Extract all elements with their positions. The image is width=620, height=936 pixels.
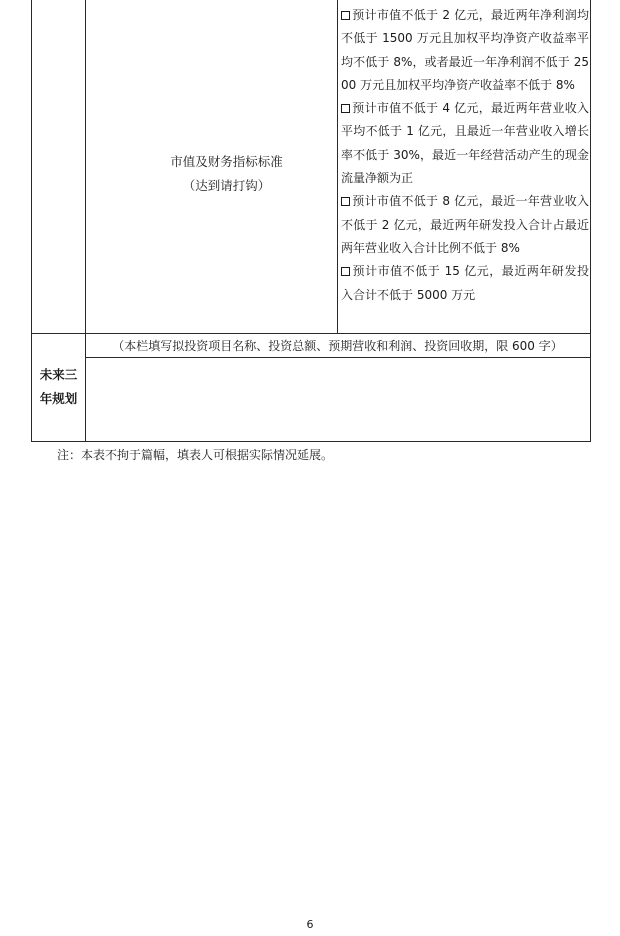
criteria-options xyxy=(341,4,589,307)
column-divider-left xyxy=(85,0,86,441)
criteria-option-3 xyxy=(341,190,589,260)
section-divider xyxy=(32,333,590,334)
criteria-option-2 xyxy=(341,97,589,190)
criteria-label xyxy=(85,150,368,198)
criteria-option-3-text: 预计市值不低于 8 亿元，最近一年营业收入不低于 2 亿元，最近两年研发投入合计占最近两年营业收入合计比例不低于 8% xyxy=(341,194,589,255)
checkbox-icon[interactable] xyxy=(341,197,350,206)
criteria-option-4-text: 预计市值不低于 15 亿元，最近两年研发投入合计不低于 5000 万元 xyxy=(341,264,589,302)
form-table xyxy=(31,0,591,442)
checkbox-icon[interactable] xyxy=(341,267,350,276)
criteria-option-4 xyxy=(341,260,589,307)
criteria-option-1-text: 预计市值不低于 2 亿元，最近两年净利润均不低于 1500 万元且加权平均净资产收益率平均不低于 8%，或者最近一年净利润不低于 2500 万元且加权平均净资产收益率不低于 8% xyxy=(341,8,589,92)
future-plan-label xyxy=(32,363,85,411)
page-number: 6 xyxy=(306,918,314,931)
future-plan-hint: （本栏填写拟投资项目名称、投资总额、预期营收和利润、投资回收期，限 600 字） xyxy=(112,339,563,353)
checkbox-icon[interactable] xyxy=(341,11,350,20)
criteria-option-1 xyxy=(341,4,589,97)
table-note: 注：本表不拘于篇幅，填表人可根据实际情况延展。 xyxy=(57,448,334,462)
future-plan-label-line1: 未来三 xyxy=(39,367,78,382)
criteria-option-2-text: 预计市值不低于 4 亿元，最近两年营业收入平均不低于 1 亿元，且最近一年营业收入增长率不低于 30%，最近一年经营活动产生的现金流量净额为正 xyxy=(341,101,589,186)
criteria-label-hint: （达到请打钩） xyxy=(182,178,271,193)
criteria-label-title: 市值及财务指标标准 xyxy=(170,154,283,169)
future-plan-label-line2: 年规划 xyxy=(39,391,78,406)
checkbox-icon[interactable] xyxy=(341,104,350,113)
hint-row-divider xyxy=(85,357,590,358)
